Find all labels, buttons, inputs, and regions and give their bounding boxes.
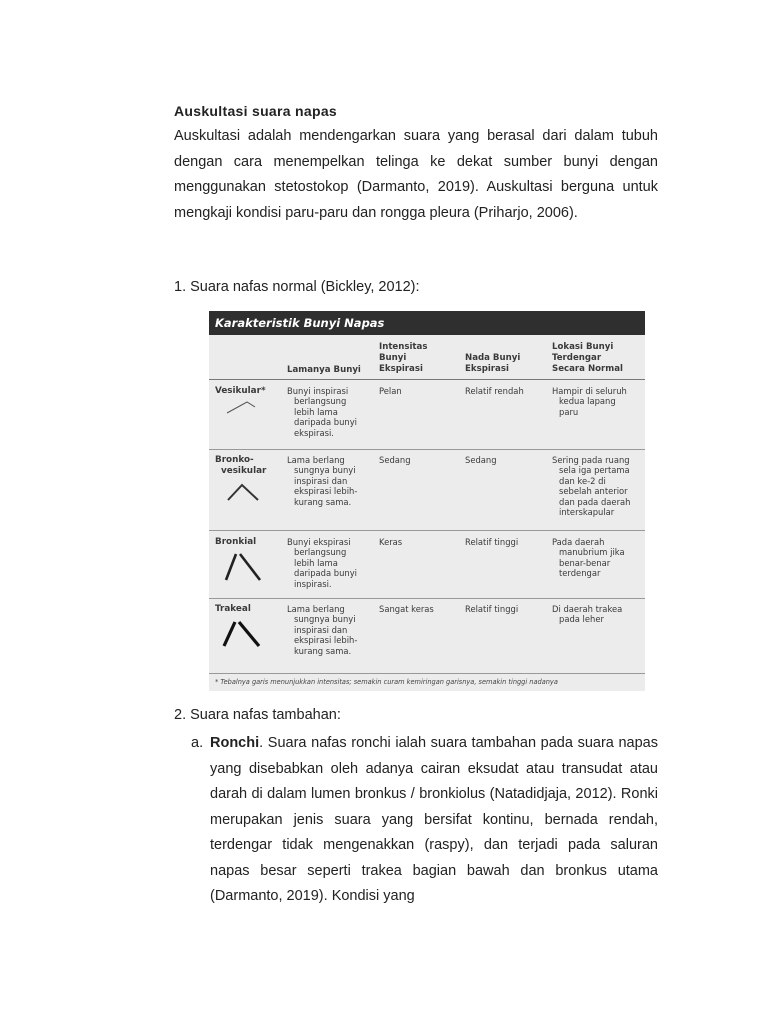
tracheal-sound-diagram xyxy=(221,619,263,649)
row-trakeal-pitch: Relatif tinggi xyxy=(465,604,519,614)
header-duration: Lamanya Bunyi xyxy=(287,365,361,375)
row-bronkial-intensity: Keras xyxy=(379,537,403,547)
row-bronkial-location: Pada daerah manubrium jika benar-benar terdengar xyxy=(552,537,625,579)
header-intensity: Intensitas Bunyi Ekspirasi xyxy=(379,342,428,374)
figure-title: Karakteristik Bunyi Napas xyxy=(209,311,645,335)
row-name-vesikular: Vesikular* xyxy=(215,386,266,396)
header-location: Lokasi Bunyi Terdengar Secara Normal xyxy=(552,342,623,374)
ronchi-term: Ronchi xyxy=(210,735,260,751)
row-trakeal-intensity: Sangat keras xyxy=(379,604,434,614)
breath-sounds-table-figure xyxy=(209,311,645,691)
ronchi-text: . Suara nafas ronchi ialah suara tambahan pada suara napas yang disebabkan oleh adanya cairan eksudat atau transudat atau darah di dalam lumen bronkus / bronkiolus (Natadidjaja, 2012). Ronki merupakan jenis suara yang bersifat kontinu, bernada rendah, terdengar tidak mengenakkan (raspy), dan terjadi pada saluran napas besar seperti trakea bagian bawah dan bronkus utama (Darmanto, 2019). Kondisi yang xyxy=(210,735,658,904)
row-name-bronkovesikular: Bronko- vesikular xyxy=(215,455,267,476)
sub-item-marker: a. xyxy=(191,735,204,751)
bronchial-sound-diagram xyxy=(223,551,263,583)
ronchi-paragraph xyxy=(210,731,658,910)
intro-paragraph: Auskultasi adalah mendengarkan suara yang berasal dari dalam tubuh dengan cara menempelkan telinga ke dekat sumber bunyi dengan menggunakan stetostokop (Darmanto, 2019). Auskultasi berguna untuk mengkaji kondisi paru-paru dan rongga pleura (Priharjo, 2006). xyxy=(174,128,658,221)
header-pitch: Nada Bunyi Ekspirasi xyxy=(465,353,521,374)
row-vesikular-pitch: Relatif rendah xyxy=(465,386,524,396)
section-heading: Auskultasi suara napas xyxy=(174,103,337,119)
list-item-normal-sounds: 1. Suara nafas normal (Bickley, 2012): xyxy=(174,279,420,295)
row-bronkovesikular-duration: Lama berlang sungnya bunyi inspirasi dan ekspirasi lebih- kurang sama. xyxy=(287,455,358,507)
row-divider xyxy=(209,598,645,599)
figure-footnote: * Tebalnya garis menunjukkan intensitas; semakin curam kemiringan garisnya, semakin tinggi nadanya xyxy=(215,678,558,686)
row-trakeal-location: Di daerah trakea pada leher xyxy=(552,604,623,625)
row-divider xyxy=(209,673,645,674)
row-bronkovesikular-intensity: Sedang xyxy=(379,455,411,465)
row-divider xyxy=(209,449,645,450)
bronchovesicular-sound-diagram xyxy=(225,481,261,503)
list-item-additional-sounds: 2. Suara nafas tambahan: xyxy=(174,707,341,723)
vesicular-sound-diagram xyxy=(225,399,257,415)
row-bronkovesikular-pitch: Sedang xyxy=(465,455,497,465)
row-vesikular-intensity: Pelan xyxy=(379,386,402,396)
header-divider xyxy=(209,379,645,380)
row-name-trakeal: Trakeal xyxy=(215,604,251,614)
row-bronkovesikular-location: Sering pada ruang sela iga pertama dan ke-2 di sebelah anterior dan pada daerah interskapular xyxy=(552,455,631,518)
row-bronkial-pitch: Relatif tinggi xyxy=(465,537,519,547)
row-divider xyxy=(209,530,645,531)
row-trakeal-duration: Lama berlang sungnya bunyi inspirasi dan ekspirasi lebih- kurang sama. xyxy=(287,604,358,656)
row-vesikular-duration: Bunyi inspirasi berlangsung lebih lama daripada bunyi ekspirasi. xyxy=(287,386,357,438)
row-bronkial-duration: Bunyi ekspirasi berlangsung lebih lama daripada bunyi inspirasi. xyxy=(287,537,357,589)
sub-item-ronchi xyxy=(191,731,658,910)
row-vesikular-location: Hampir di seluruh kedua lapang paru xyxy=(552,386,627,417)
row-name-bronkial: Bronkial xyxy=(215,537,257,547)
